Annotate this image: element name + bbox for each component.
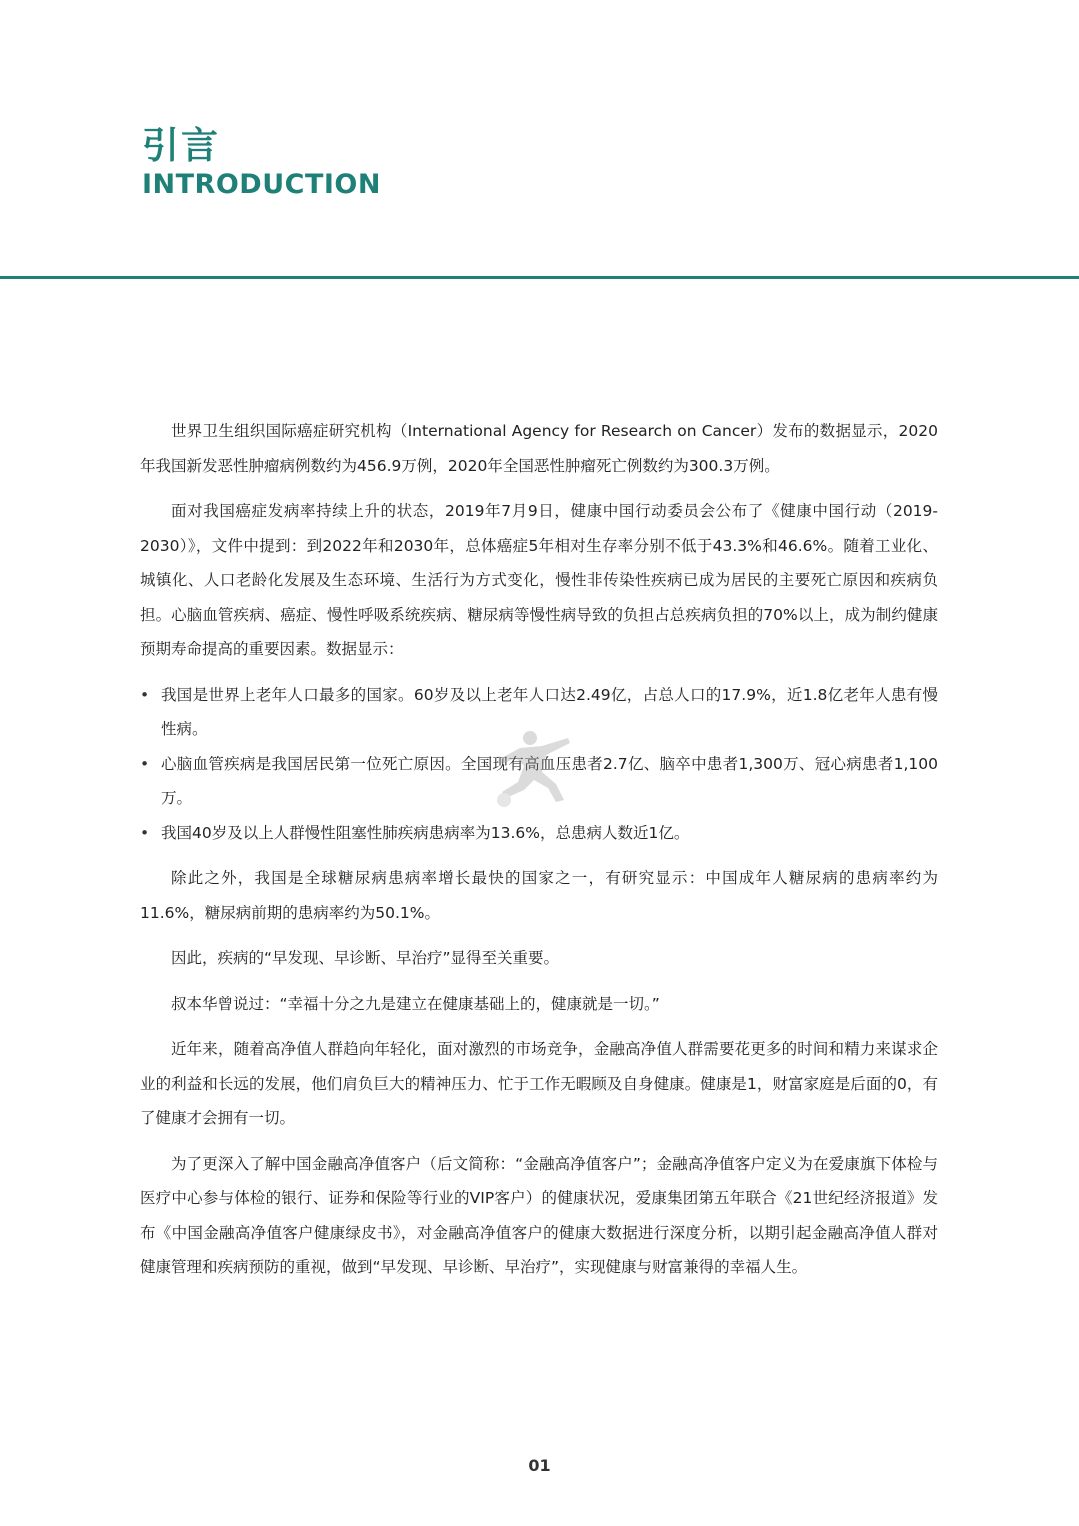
paragraph: 因此，疾病的“早发现、早诊断、早治疗”显得至关重要。 [171,949,560,967]
list-item: • 我国40岁及以上人群慢性阻塞性肺疾病患病率为13.6%，总患病人数近1亿。 [140,816,938,851]
paragraph: 叔本华曾说过：“幸福十分之九是建立在健康基础上的，健康就是一切。” [171,994,660,1013]
paragraph: 除此之外，我国是全球糖尿病患病率增长最快的国家之一，有研究显示：中国成年人糖尿病的患病率约为11.6%，糖尿病前期的患病率约为50.1%。 [140,869,938,922]
paragraph: 世界卫生组织国际癌症研究机构（International Agency for Research on Cancer）发布的数据显示，2020年我国新发恶性肿瘤病例数约为456.9万例，2020年全国恶性肿瘤死亡例数约为300.3万例。 [140,422,938,475]
paragraph: 为了更深入了解中国金融高净值客户（后文简称：“金融高净值客户”；金融高净值客户定义为在爱康旗下体检与医疗中心参与体检的银行、证券和保险等行业的VIP客户）的健康状况，爱康集团第五年联合《21世纪经济报道》发布《中国金融高净值客户健康绿皮书》，对金融高净值客户的健康大数据进行深度分析，以期引起金融高净值人群对健康管理和疾病预防的重视，做到“早发现、早诊断、早治疗”，实现健康与财富兼得的幸福人生。 [140,1154,938,1276]
page-number: 01 [528,1456,551,1475]
runner-watermark-icon [490,728,590,810]
page-title: 引言 [142,124,220,167]
paragraph: 近年来，随着高净值人群趋向年轻化，面对激烈的市场竞争，金融高净值人群需要花更多的时间和精力来谋求企业的利益和长远的发展，他们肩负巨大的精神压力、忙于工作无暇顾及自身健康。健康是1，财富家庭是后面的0，有了健康才会拥有一切。 [140,1040,938,1127]
paragraph: 面对我国癌症发病率持续上升的状态，2019年7月9日，健康中国行动委员会公布了《健康中国行动（2019-2030）》，文件中提到：到2022年和2030年，总体癌症5年相对生存率分别不低于43.3%和46.6%。随着工业化、城镇化、人口老龄化发展及生态环境、生活行为方式变化，慢性非传染性疾病已成为居民的主要死亡原因和疾病负担。心脑血管疾病、癌症、慢性呼吸系统疾病、糖尿病等慢性病导致的负担占总疾病负担的70%以上，成为制约健康预期寿命提高的重要因素。数据显示： [140,502,938,658]
page-subtitle: INTRODUCTION [142,169,381,200]
list-item: • 心脑血管疾病是我国居民第一位死亡原因。全国现有高血压患者2.7亿、脑卒中患者1,300万、冠心病患者1,100万。 [140,747,938,816]
header-divider [0,276,1079,279]
list-item: • 我国是世界上老年人口最多的国家。60岁及以上老年人口达2.49亿，占总人口的17.9%，近1.8亿老年人患有慢性病。 [140,678,938,747]
body-text [140,414,938,1296]
